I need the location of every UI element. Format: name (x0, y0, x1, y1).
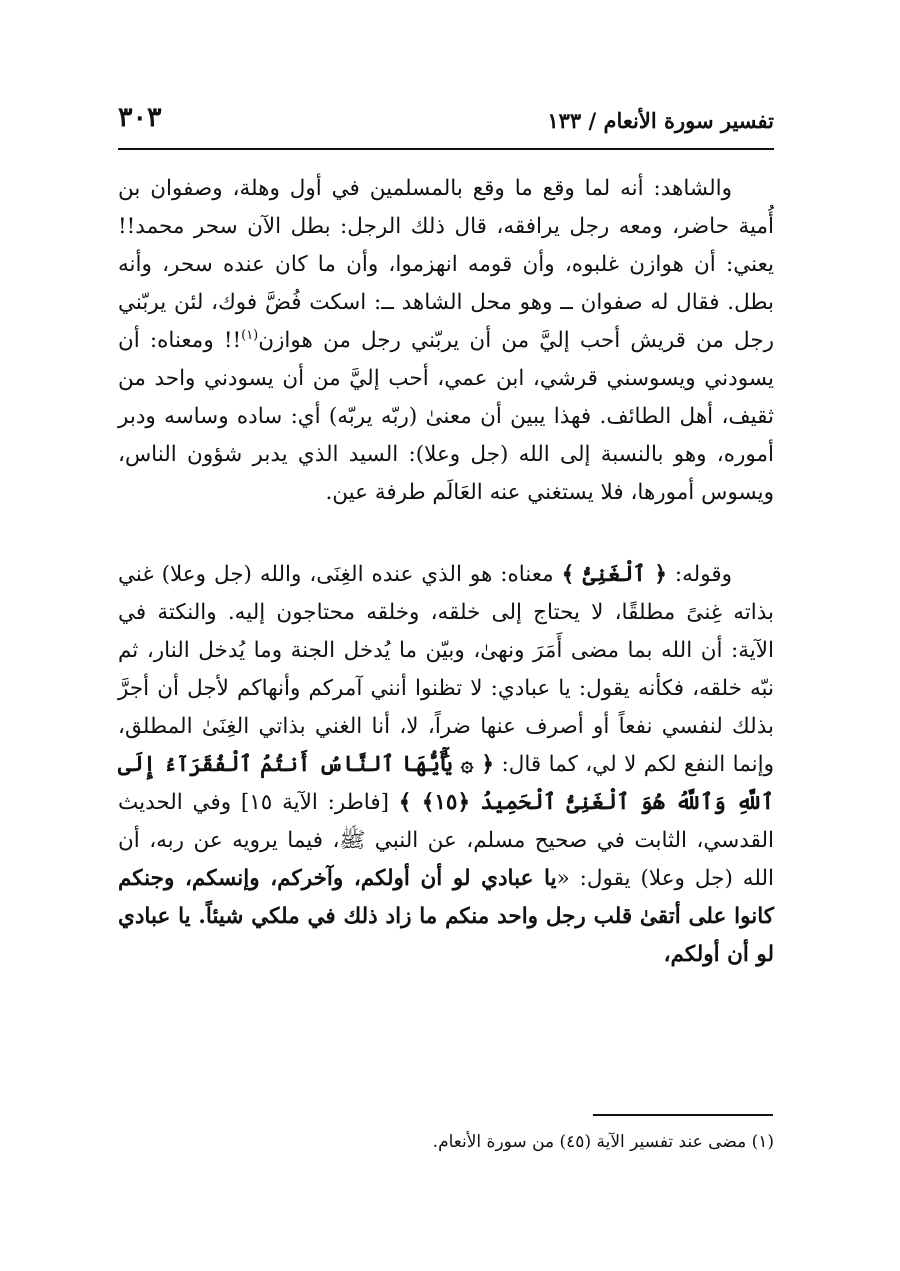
footnote (118, 1128, 774, 1156)
paragraph-1-tail: !! ومعناه: أن يسودني ويسوسني قرشي، ابن عمي، أحب إليَّ من أن يسودني واحد من ثقيف، أهل الطائف. فهذا يبين أن معنىٰ (ربّه يربّه) أي: ساده وساسه ودبر أموره، وهو بالنسبة إلى الله (جل وعلا): السيد الذي يدبر شؤون الناس، ويسوس أمورها، فلا يستغني عنه العَالَم طرفة عين. (118, 328, 774, 505)
page-number: ٣٠٣ (118, 102, 162, 133)
quran-quote-fatir: ﴿ ۞ يَٰٓأَيُّهَا ٱلنَّاسُ أَنتُمُ ٱلْفُقَرَآءُ إِلَى ٱللَّهِ وَٱللَّهُ هُوَ ٱلْغَنِىُّ ٱلْحَمِيدُ ﴿١٥﴾ ﴾ (118, 752, 775, 815)
paragraph-2-intro: وقوله: (666, 562, 732, 587)
paragraph-2 (118, 556, 774, 974)
footnote-mark: (١) (751, 1132, 774, 1152)
main-text (118, 170, 774, 974)
paragraph-1 (118, 170, 774, 512)
paragraph-2-body: معناه: هو الذي عنده الغِنَى، والله (جل وعلا) غني بذاته غِنىً مطلقًا، لا يحتاج إلى خلقه، وخلقه محتاجون إليه. والنكتة في الآية: أن الله بما مضى أَمَرَ ونهىٰ، وبيّن ما يُدخل الجنة وما يُدخل النار، ثم نبّه خلقه، فكأنه يقول: يا عبادي: لا تظنوا أنني آمركم وأنهاكم لأجل أن أجرَّ بذلك لنفسي نفعاً أو أصرف عنها ضراً، لا، أنا الغني بذاتي الغِنَىٰ المطلق، وإنما النفع لكم لا لي، كما قال: (118, 562, 775, 777)
quran-quote-alghani: ﴿ ٱلْغَنِىُّ ﴾ (561, 562, 667, 587)
page-header (118, 96, 774, 150)
hadith-quote: يا عبادي لو أن أولكم، وآخركم، وإنسكم، وجنكم كانوا على أتقىٰ قلب رجل واحد منكم ما زاد ذلك في ملكي شيئاً. يا عبادي لو أن أولكم، (118, 866, 774, 967)
footnote-text: مضى عند تفسير الآية (٤٥) من سورة الأنعام. (432, 1132, 747, 1152)
footnote-divider (593, 1114, 773, 1116)
paragraph-1-lead: والشاهد: أنه لما وقع ما وقع بالمسلمين في أول وهلة، وصفوان بن أُمية حاضر، ومعه رجل يرافقه، قال ذلك الرجل: بطل الآن سحر محمد!! يعني: أن هوازن غلبوه، وأن قومه انهزموا، وأن ما كان عنده سحر، وأنه بطل. فقال له صفوان ــ وهو محل الشاهد ــ: اسكت فُضَّ فوك، لئن يربّني رجل من قريش أحب إليَّ من أن يربّني رجل من هوازن (118, 176, 774, 353)
running-head: تفسير سورة الأنعام / ١٣٣ (547, 108, 774, 133)
paragraph-2-citation: [فاطر: الآية ١٥] وفي الحديث القدسي، الثابت في صحيح مسلم، عن النبي ﷺ، فيما يرويه عن ربه، أن الله (جل وعلا) يقول: « (118, 790, 774, 891)
footnote-reference: (١) (241, 327, 259, 343)
